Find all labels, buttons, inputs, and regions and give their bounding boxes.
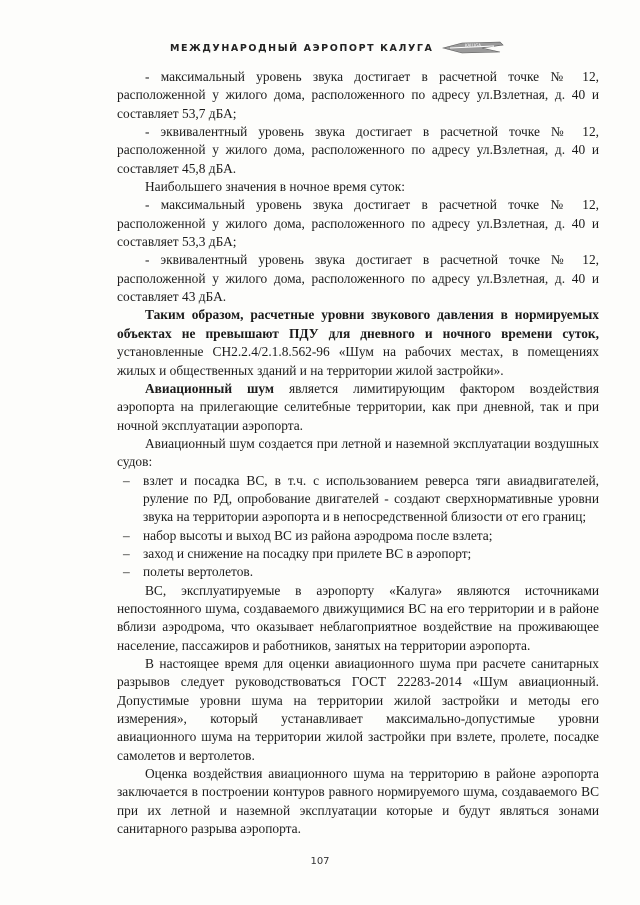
list-item bbox=[117, 563, 599, 581]
paragraph-max-night: - максимальный уровень звука достигает в расчетной точке № 12, расположенной у жилого дома, расположенного по адресу ул.Взлетная, д. 40 и составляет 53,3 дБА; bbox=[117, 197, 599, 250]
logo-text: KALUGA bbox=[464, 43, 481, 48]
bullet-dash: – bbox=[123, 472, 130, 488]
list-item bbox=[117, 545, 599, 563]
paragraph-conclusion bbox=[117, 306, 599, 379]
bullet-dash: – bbox=[123, 564, 130, 580]
paragraph-eq-day: - эквивалентный уровень звука достигает в расчетной точке № 12, расположенной у жилого дома, расположенного по адресу ул.Взлетная, д. 40 и составляет 45,8 дБА. bbox=[117, 124, 599, 176]
paragraph-max-day: - максимальный уровень звука достигает в расчетной точке № 12, расположенной у жилого дома, расположенного по адресу ул.Взлетная, д. 40 и составляет 53,7 дБА; bbox=[117, 69, 599, 121]
paragraph-aviation-noise bbox=[117, 380, 599, 435]
paragraph-night-intro: Наибольшего значения в ночное время суток: bbox=[145, 179, 405, 195]
conclusion-rest: установленные СН2.2.4/2.1.8.562-96 «Шум на рабочих местах, в помещениях жилых и общественных зданий и на территории жилой застройки». bbox=[117, 344, 599, 378]
paragraph-eq-night: - эквивалентный уровень звука достигает в расчетной точке № 12, расположенной у жилого дома, расположенного по адресу ул.Взлетная, д. 40 и составляет 43 дБА. bbox=[117, 252, 599, 305]
conclusion-bold: Таким образом, расчетные уровни звукового давления в нормируемых объектах не превышают ПДУ для дневного и ночного времени суток, bbox=[117, 307, 599, 341]
bullet-dash: – bbox=[123, 527, 130, 543]
list-item-text: взлет и посадка ВС, в т.ч. с использованием реверса тяги авиадвигателей, руление по РД, опробование двигателей - создают сверхнормативные уровни звука на территории аэропорта и в непосредственной близости от его границ; bbox=[143, 472, 599, 525]
list-item-text: набор высоты и выход ВС из района аэродрома после взлета; bbox=[143, 527, 493, 543]
aviation-noise-bold: Авиационный шум bbox=[145, 380, 274, 396]
header-title: МЕЖДУНАРОДНЫЙ АЭРОПОРТ КАЛУГА bbox=[170, 42, 434, 54]
airport-logo-icon bbox=[442, 40, 504, 56]
page-header bbox=[170, 38, 550, 58]
list-item-text: полеты вертолетов. bbox=[143, 564, 254, 580]
page-number: 107 bbox=[310, 856, 330, 867]
bullet-dash: – bbox=[123, 545, 130, 561]
aviation-noise-rest: является лимитирующим фактором воздействия аэропорта на прилегающие селитебные территории, как при дневной, так и при ночной эксплуатации аэропорта. bbox=[117, 380, 599, 433]
document-body bbox=[117, 68, 599, 838]
list-item bbox=[117, 472, 599, 527]
list-item bbox=[117, 527, 599, 545]
paragraph-gost: В настоящее время для оценки авиационного шума при расчете санитарных разрывов следует руководствоваться ГОСТ 22283-2014 «Шум авиационный. Допустимые уровни шума на территории жилой застройки и методы его измерения», который устанавливает максимально-допустимые уровни авиационного шума на территории жилой застройки при взлете, пролете, посадке самолетов и вертолетов. bbox=[117, 656, 599, 763]
paragraph-kaluga-aircraft: ВС, эксплуатируемые в аэропорту «Калуга» являются источниками непостоянного шума, создаваемого движущимися ВС на его территории и в районе вблизи аэродрома, что оказывает неблагоприятное воздействие на проживающее население, пассажиров и работников, занятых на территории аэропорта. bbox=[117, 582, 599, 653]
paragraph-assessment: Оценка воздействия авиационного шума на территорию в районе аэропорта заключается в построении контуров равного нормируемого шума, создаваемого ВС при их летной и наземной эксплуатации которые и будут являться зонами санитарного разрыва аэропорта. bbox=[117, 766, 599, 837]
list-item-text: заход и снижение на посадку при прилете ВС в аэропорт; bbox=[143, 545, 472, 561]
paragraph-noise-sources: Авиационный шум создается при летной и наземной эксплуатации воздушных судов: bbox=[117, 435, 599, 470]
